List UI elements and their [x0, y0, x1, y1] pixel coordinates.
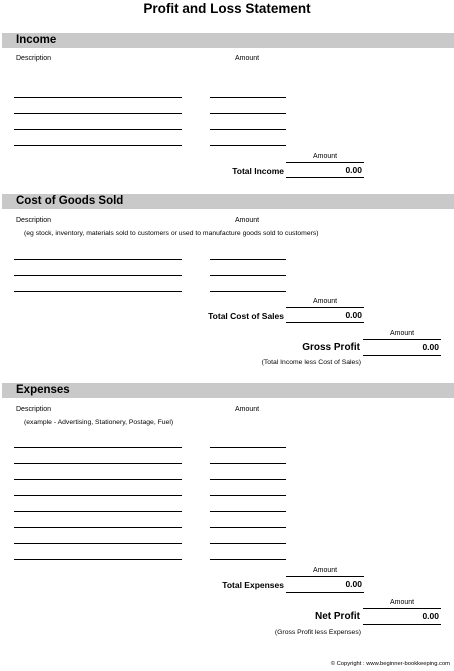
net-profit-value[interactable]: 0.00	[363, 608, 441, 625]
cogs-heading: Cost of Goods Sold	[16, 195, 124, 207]
gross-profit-note: (Total Income less Cost of Sales)	[261, 359, 361, 366]
total-income-label: Total Income	[232, 166, 284, 176]
cogs-description-label: Description	[16, 217, 52, 224]
expenses-amount-field-2[interactable]	[210, 463, 286, 464]
expenses-amount-field-8[interactable]	[210, 559, 286, 560]
expenses-description-field-4[interactable]	[14, 495, 182, 496]
cogs-amount-field-2[interactable]	[210, 275, 286, 276]
income-amount-field-4[interactable]	[210, 145, 286, 146]
net-profit-note: (Gross Profit less Expenses)	[274, 629, 361, 636]
page-title: Profit and Loss Statement	[143, 1, 311, 16]
total-cost-of-sales-label: Total Cost of Sales	[208, 311, 284, 321]
gross-profit-value[interactable]: 0.00	[363, 339, 441, 356]
expenses-description-field-6[interactable]	[14, 527, 182, 528]
expenses-description-label: Description	[16, 406, 52, 413]
income-section-header	[2, 33, 454, 48]
cogs-amount-field-3[interactable]	[210, 291, 286, 292]
expenses-amount-field-5[interactable]	[210, 511, 286, 512]
expenses-description-field-1[interactable]	[14, 447, 182, 448]
expenses-description-field-7[interactable]	[14, 543, 182, 544]
income-amount-label: Amount	[235, 55, 260, 62]
total-cost-of-sales-value[interactable]: 0.00	[286, 307, 364, 323]
income-amount-field-1[interactable]	[210, 97, 286, 98]
cogs-description-field-3[interactable]	[14, 291, 182, 292]
income-heading: Income	[16, 34, 57, 46]
cogs-description-field-1[interactable]	[14, 259, 182, 260]
expenses-total-amount-label: Amount	[313, 567, 338, 574]
expenses-description-field-8[interactable]	[14, 559, 182, 560]
cogs-amount-label: Amount	[235, 217, 260, 224]
cogs-section-header	[2, 194, 454, 209]
cogs-amount-field-1[interactable]	[210, 259, 286, 260]
expenses-heading: Expenses	[16, 384, 70, 396]
cogs-example-note: (eg stock, inventory, materials sold to customers or used to manufacture goods sold to customers)	[24, 230, 319, 237]
expenses-amount-field-3[interactable]	[210, 479, 286, 480]
total-expenses-value[interactable]: 0.00	[286, 576, 364, 593]
expenses-example-note: (example - Advertising, Stationery, Postage, Fuel)	[24, 419, 174, 426]
income-description-field-4[interactable]	[14, 145, 182, 146]
total-income-value[interactable]: 0.00	[286, 162, 364, 178]
expenses-amount-label: Amount	[235, 406, 260, 413]
income-description-field-3[interactable]	[14, 129, 182, 130]
income-amount-field-3[interactable]	[210, 129, 286, 130]
expenses-amount-field-6[interactable]	[210, 527, 286, 528]
copyright-notice: © Copyright : www.beginner-bookkeeping.com	[330, 661, 450, 667]
income-description-label: Description	[16, 55, 52, 62]
cogs-total-amount-label: Amount	[313, 298, 338, 305]
expenses-description-field-5[interactable]	[14, 511, 182, 512]
net-profit-amount-label: Amount	[390, 599, 415, 606]
expenses-section-header	[2, 383, 454, 398]
income-total-amount-label: Amount	[313, 153, 338, 160]
income-description-field-1[interactable]	[14, 97, 182, 98]
expenses-amount-field-7[interactable]	[210, 543, 286, 544]
expenses-description-field-2[interactable]	[14, 463, 182, 464]
gross-profit-amount-label: Amount	[390, 330, 415, 337]
expenses-description-field-3[interactable]	[14, 479, 182, 480]
expenses-amount-field-4[interactable]	[210, 495, 286, 496]
income-description-field-2[interactable]	[14, 113, 182, 114]
expenses-amount-field-1[interactable]	[210, 447, 286, 448]
total-expenses-label: Total Expenses	[222, 580, 284, 590]
cogs-description-field-2[interactable]	[14, 275, 182, 276]
gross-profit-label: Gross Profit	[302, 342, 360, 353]
net-profit-label: Net Profit	[315, 611, 360, 622]
income-amount-field-2[interactable]	[210, 113, 286, 114]
